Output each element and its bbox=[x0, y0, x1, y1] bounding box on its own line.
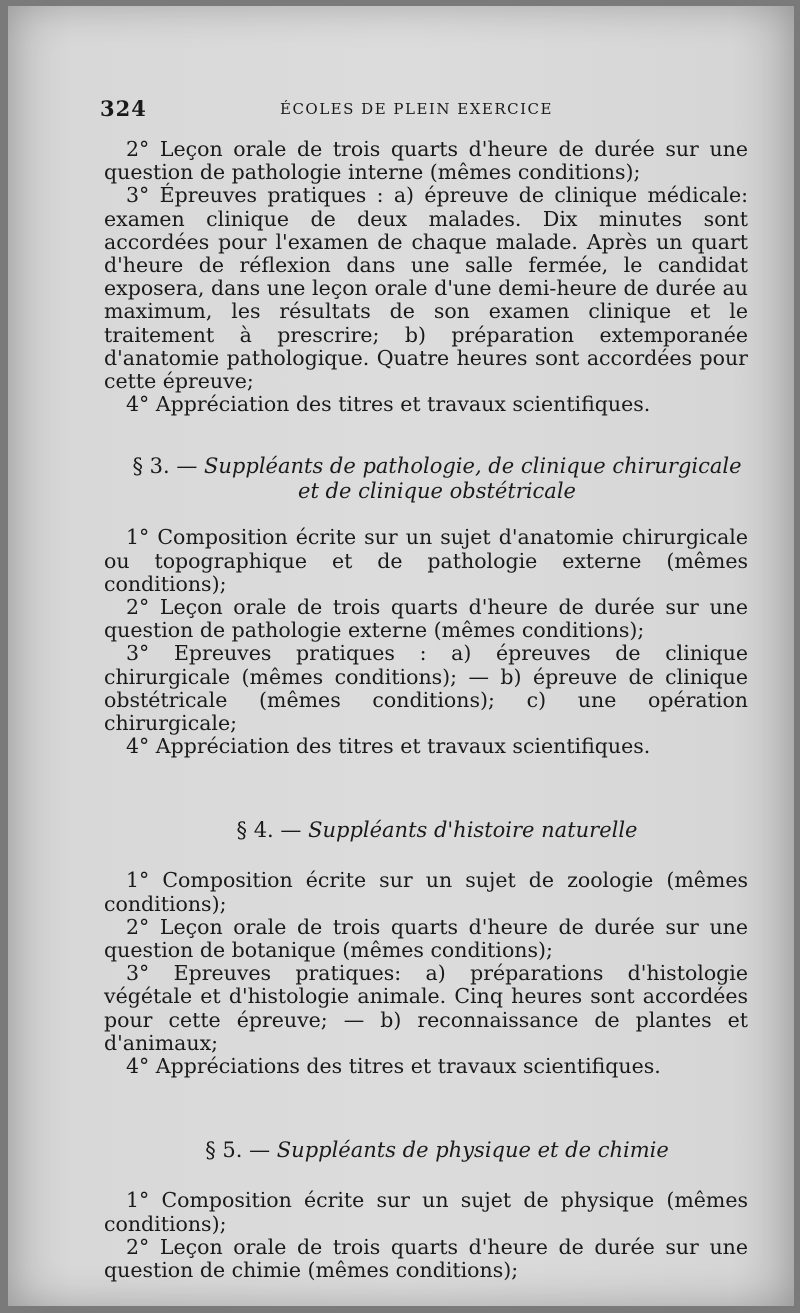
paragraph: 3° Épreuves pratiques : a) épreuve de clinique médicale: examen clinique de deux malades. Dix minutes sont accordées pour l'examen de chaque malade. Après un quart d'heure de réflexion dans une salle fermée, le candidat exposera, dans une leçon orale d'une demi-heure de durée au maximum, les résultats de son examen clinique et le traitement à prescrire; b) préparation extemporanée d'anatomie pathologique. Quatre heures sont accordées pour cette épreuve; bbox=[104, 183, 748, 394]
page-body bbox=[104, 138, 748, 1282]
running-title: ÉCOLES DE PLEIN EXERCICE bbox=[280, 100, 553, 118]
paragraph: 2° Leçon orale de trois quarts d'heure de durée sur une question de botanique (mêmes conditions); bbox=[104, 914, 748, 963]
paragraph: 2° Leçon orale de trois quarts d'heure de durée sur une question de pathologie externe (mêmes conditions); bbox=[104, 595, 748, 643]
section-number: § 4. — bbox=[236, 818, 302, 843]
page-number: 324 bbox=[100, 96, 147, 121]
section-3-heading bbox=[104, 454, 748, 504]
section-title-line: Suppléants de pathologie, de clinique chirurgicale bbox=[204, 454, 742, 479]
section-number: § 3. — bbox=[132, 454, 198, 479]
paragraph: 1° Composition écrite sur un sujet de zoologie (mêmes conditions); bbox=[104, 868, 748, 916]
section-5-heading bbox=[104, 1138, 748, 1163]
paragraph: 3° Epreuves pratiques: a) préparations d'histologie végétale et d'histologie animale. Cinq heures sont accordées pour cette épreuve; — b) reconnaissance de plantes et d'animaux; bbox=[104, 961, 748, 1055]
page-header bbox=[100, 96, 750, 126]
paragraph: 4° Appréciations des titres et travaux scientifiques. bbox=[126, 1054, 661, 1079]
section-title-line: et de clinique obstétricale bbox=[298, 479, 576, 504]
paragraph: 1° Composition écrite sur un sujet d'anatomie chirurgicale ou topographique et de pathologie externe (mêmes conditions); bbox=[104, 525, 748, 596]
paragraph: 2° Leçon orale de trois quarts d'heure de durée sur une question de pathologie interne (mêmes conditions); bbox=[104, 137, 748, 185]
section-title-line: Suppléants d'histoire naturelle bbox=[308, 818, 638, 843]
paragraph: 3° Epreuves pratiques : a) épreuves de clinique chirurgicale (mêmes conditions); — b) épreuve de clinique obstétricale (mêmes conditions); c) une opération chirurgicale; bbox=[104, 641, 748, 736]
book-page bbox=[8, 6, 794, 1306]
paragraph: 4° Appréciation des titres et travaux scientifiques. bbox=[126, 734, 651, 759]
paragraph: 1° Composition écrite sur un sujet de physique (mêmes conditions); bbox=[104, 1188, 748, 1236]
section-4-heading bbox=[104, 818, 748, 843]
paragraph: 2° Leçon orale de trois quarts d'heure de durée sur une question de chimie (mêmes conditions); bbox=[104, 1234, 748, 1282]
section-title-line: Suppléants de physique et de chimie bbox=[276, 1138, 669, 1163]
paragraph: 4° Appréciation des titres et travaux scientifiques. bbox=[126, 392, 651, 417]
section-number: § 5. — bbox=[205, 1138, 271, 1163]
